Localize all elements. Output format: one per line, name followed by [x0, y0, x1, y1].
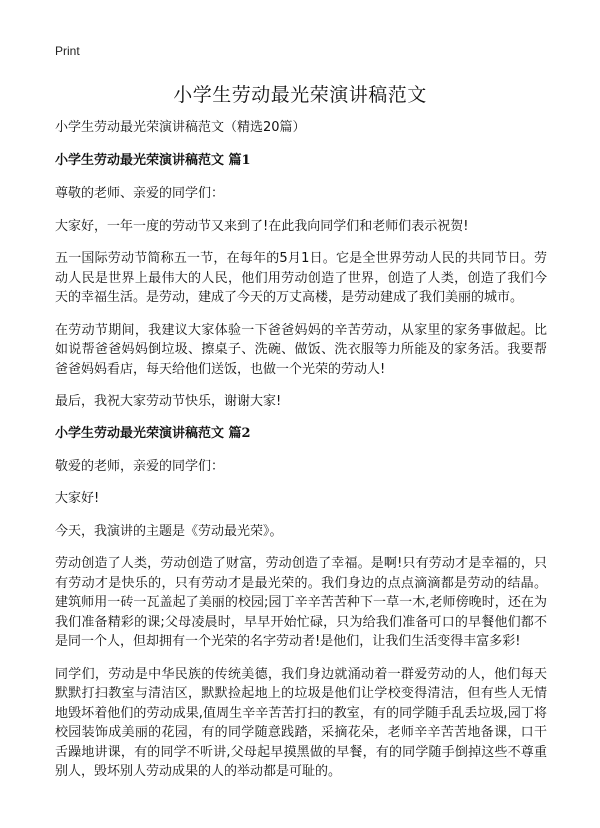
paragraph: 大家好! — [55, 491, 100, 506]
paragraph: 大家好，一年一度的劳动节又来到了!在此我向同学们和老师们表示祝贺! — [55, 218, 469, 234]
paragraph: 今天，我演讲的主题是《劳动最光荣》。 — [55, 523, 283, 539]
page-title: 小学生劳动最光荣演讲稿范文 — [173, 84, 427, 106]
document-body — [55, 119, 547, 795]
section-heading-1: 小学生劳动最光荣演讲稿范文 篇1 — [55, 153, 251, 168]
paragraph: 最后，我祝大家劳动节快乐，谢谢大家! — [55, 394, 282, 409]
paragraph: 在劳动节期间，我建议大家体验一下爸爸妈妈的辛苦劳动，从家里的家务事做起。比如说帮爸爸妈妈倒垃圾、擦桌子、洗碗、做饭、洗衣服等力所能及的家务活。我要帮爸爸妈妈看店，每天给他们送饭，也做一个光荣的劳动人! — [55, 322, 547, 377]
paragraph: 同学们，劳动是中华民族的传统美德，我们身边就涌动着一群爱劳动的人，他们每天默默打扫教室与清洁区，默默捡起地上的垃圾是他们让学校变得清洁，但有些人无情地毁坏着他们的劳动成果,值周生辛辛苦苦打扫的教室，有的同学随手乱丢垃圾,园丁将校园装饰成美丽的花园，有的同学随意践踏，采摘花朵，老师辛辛苦苦地备课，口干舌躁地讲课，有的同学不听讲,父母起早摸黑做的早餐，有的同学随手倒掉这些不尊重别人，毁坏别人劳动成果的人的举动都是可耻的。 — [55, 666, 547, 779]
paragraph: 劳动创造了人类，劳动创造了财富，劳动创造了幸福。是啊!只有劳动才是幸福的，只有劳动才是快乐的，只有劳动才是最光荣的。我们身边的点点滴滴都是劳动的结晶。建筑师用一砖一瓦盖起了美丽的校园;园丁辛辛苦苦种下一草一木,老师傍晚时，还在为我们准备精彩的课;父母凌晨时，早早开始忙碌，只为给我们准备可口的早餐他们都不是同一个人，但却拥有一个光荣的名字劳动者!是他们，让我们生活变得丰富多彩! — [55, 556, 547, 649]
print-label[interactable]: Print — [55, 44, 80, 58]
paragraph: 五一国际劳动节简称五一节，在每年的5月1日。它是全世界劳动人民的共同节日。劳动人民是世界上最伟大的人民，他们用劳动创造了世界，创造了人类，创造了我们今天的幸福生活。是劳动，建成了今天的万丈高楼，是劳动建成了我们美丽的城市。 — [55, 251, 547, 305]
document-subtitle: 小学生劳动最光荣演讲稿范文（精选20篇） — [55, 120, 306, 135]
paragraph: 敬爱的老师，亲爱的同学们： — [55, 458, 225, 474]
paragraph: 尊敬的老师、亲爱的同学们： — [55, 186, 225, 201]
section-heading-2: 小学生劳动最光荣演讲稿范文 篇2 — [55, 425, 251, 441]
